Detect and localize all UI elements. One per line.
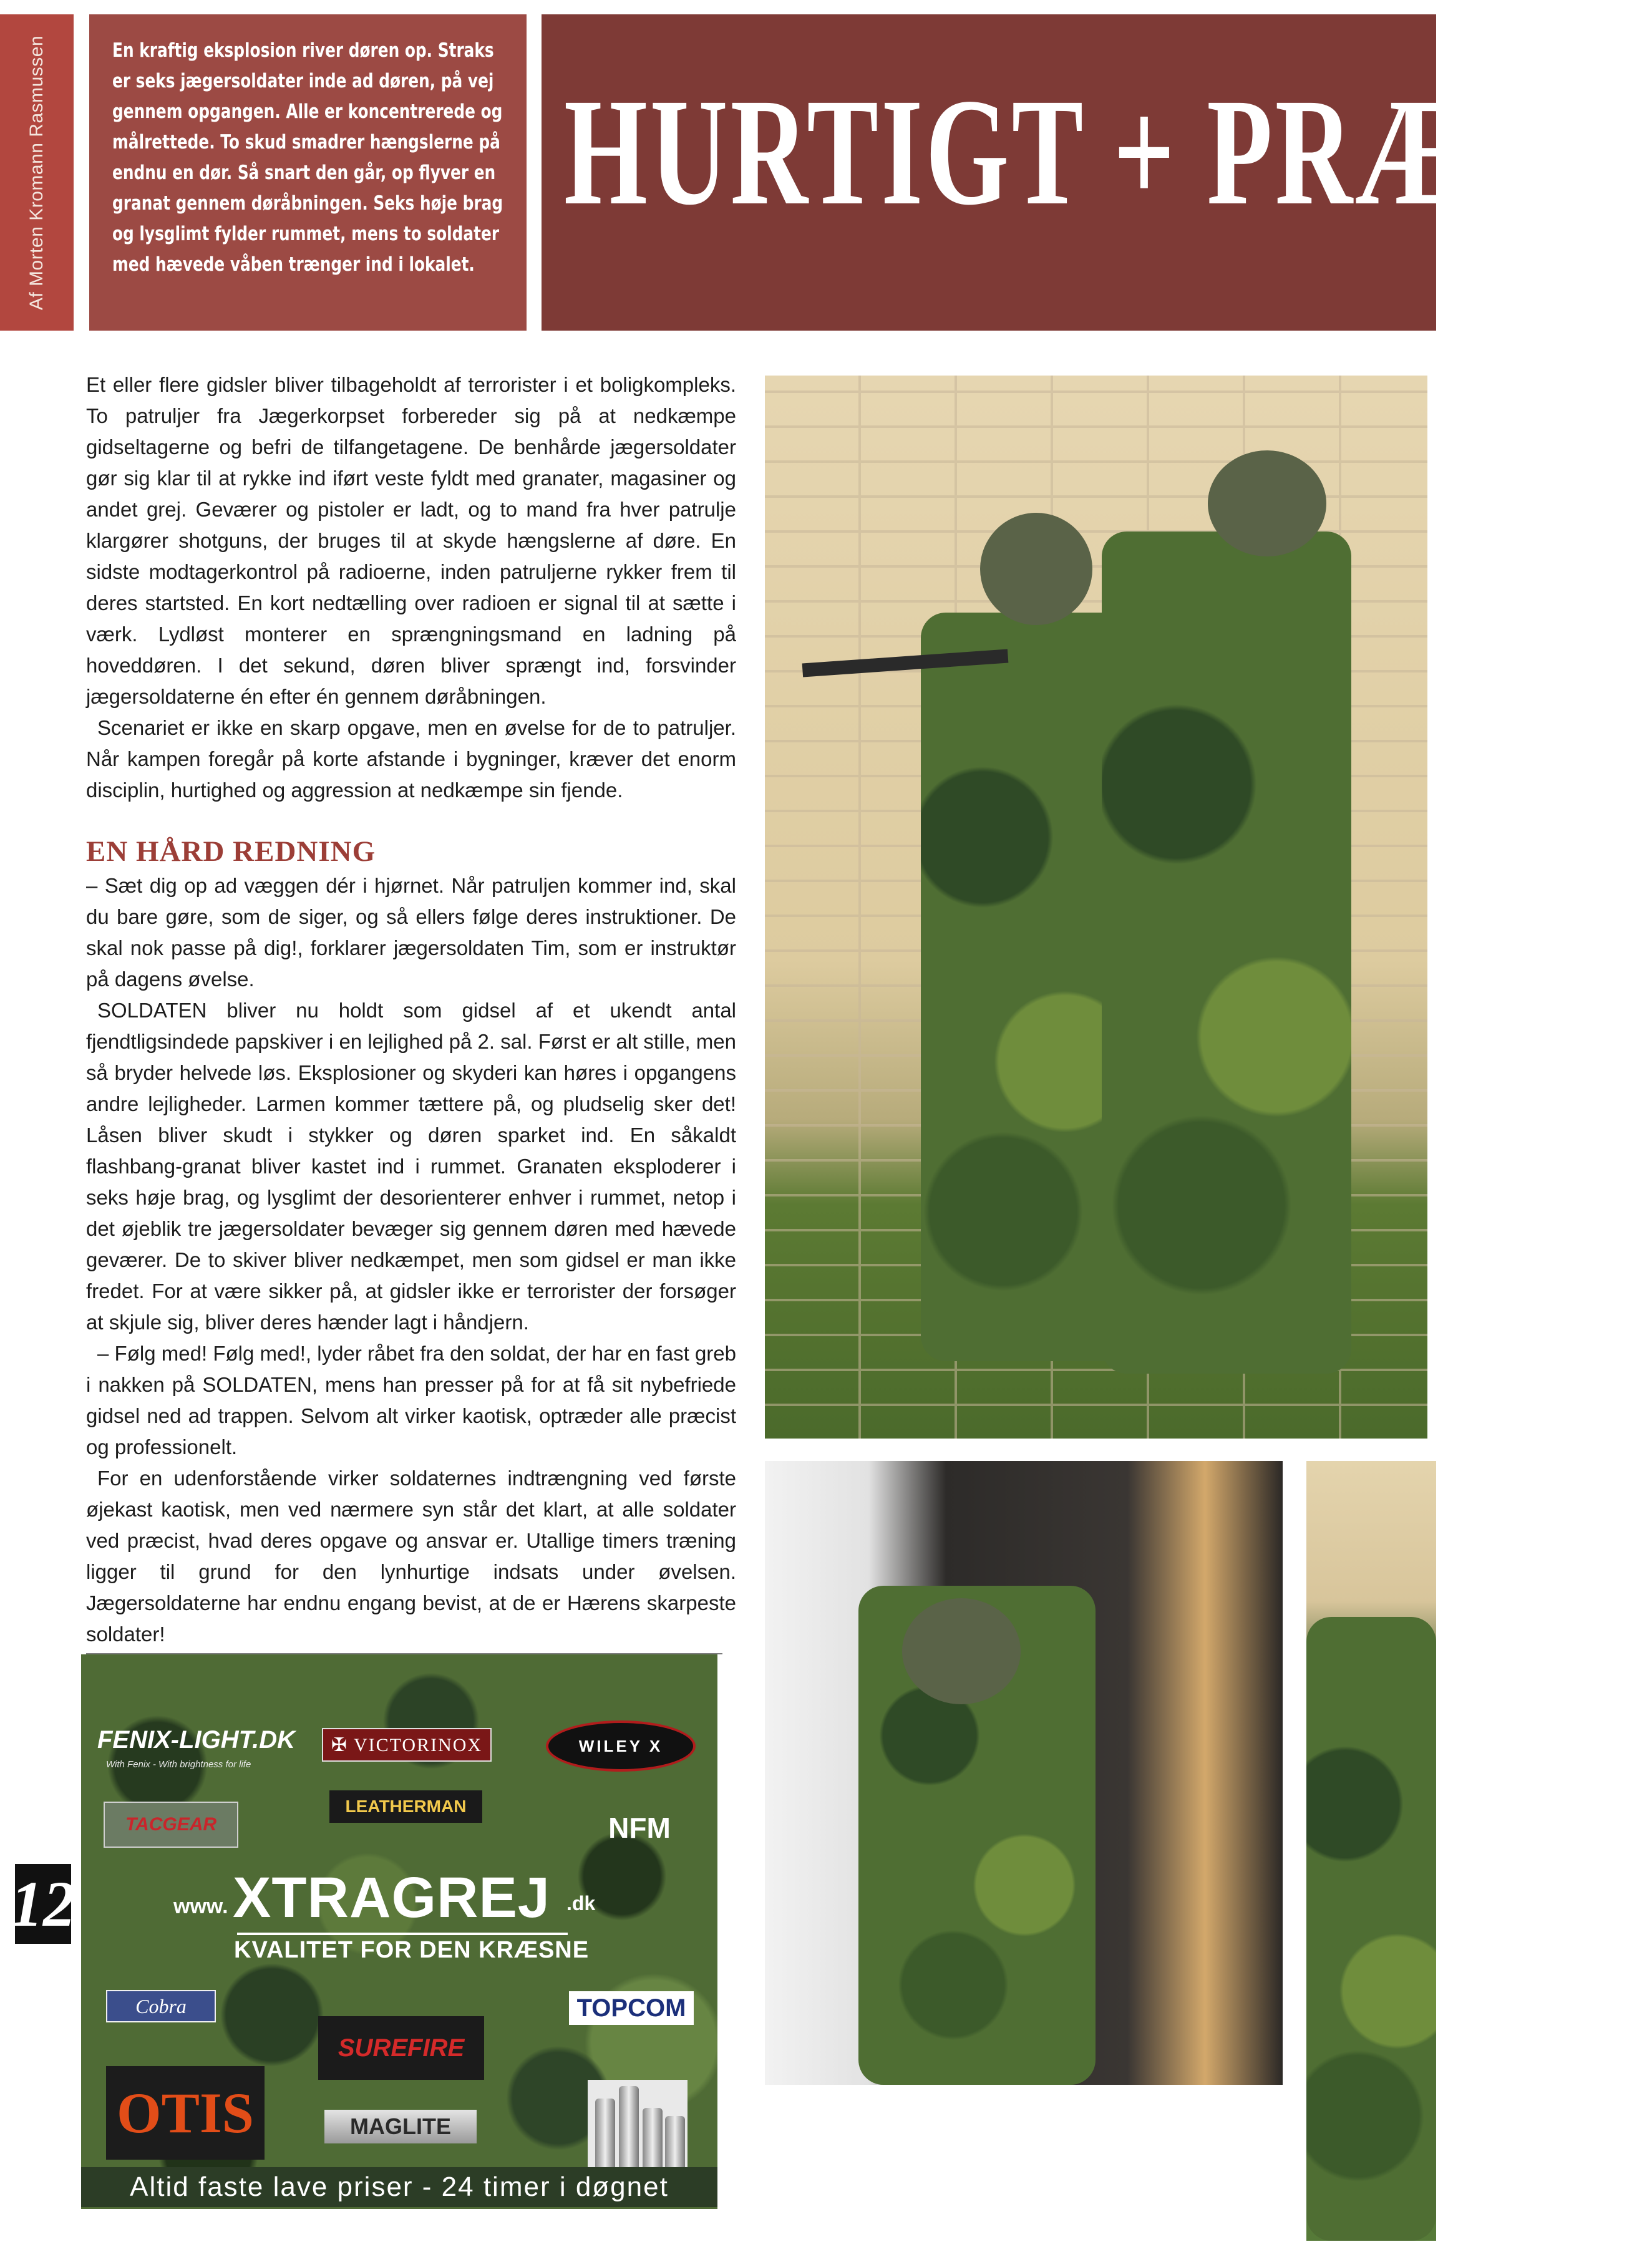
flask-shape (643, 2108, 663, 2173)
victorinox-logo: ✠ VICTORINOX (322, 1728, 492, 1762)
paragraph: Scenariet er ikke en skarp opgave, men en øvelse for de to patruljer. Når kampen foregår på korte afstande i bygninger, kræver det enorm disciplin, hurtighed og aggression at nedkæmpe sin fjende. (86, 716, 736, 802)
soldier-figure (1306, 1617, 1436, 2241)
ad-slogan: KVALITET FOR DEN KRÆSNE (234, 1937, 590, 1963)
photo-soldier-cropped (1306, 1461, 1436, 2241)
helmet (1208, 450, 1326, 556)
helmet (902, 1598, 1021, 1704)
paragraph: – Sæt dig op ad væggen dér i hjørnet. Når patruljen kommer ind, skal du bare gøre, som de siger, og så ellers følge deres instruktioner. De skal nok passe på dig!, forklarer jægersoldaten Tim, som er instruktør på dagens øvelse. (86, 874, 736, 991)
helmet (980, 513, 1092, 625)
subheading: EN HÅRD REDNING (86, 835, 376, 868)
article-body-part2 (86, 870, 736, 1650)
byline-box (0, 14, 74, 331)
byline: Af Morten Kromann Rasmussen (26, 35, 47, 310)
photo-soldier-at-door (765, 1461, 1283, 2085)
photo-soldiers-at-wall (765, 376, 1427, 1439)
maglite-logo: MAGLITE (324, 2110, 477, 2143)
otis-logo: OTIS (106, 2066, 265, 2160)
logo-underline (237, 1933, 568, 1935)
article-title: HURTIGT + PRÆCIS (564, 67, 1652, 237)
paragraph: – Følg med! Følg med!, lyder råbet fra den soldat, der har en fast greb i nakken på SOLDATEN, mens han presser på for at få sit nybefriede gidsel ned ad trappen. Selvom alt virker kaotisk, optræder alle præcist og professionelt. (86, 1342, 736, 1458)
page-number: 12 (15, 1864, 71, 1944)
cobra-logo: Cobra (106, 1990, 216, 2022)
intro-box (89, 14, 527, 331)
intro-text: En kraftig eksplosion river døren op. Straks er seks jægersoldater inde ad døren, på vej gennem opgangen. Alle er koncentrerede og målrettede. To skud smadrer hængslerne på endnu en dør. Så snart den går, op flyver en granat gennem døråbningen. Seks høje brag og lysglimt fylder rummet, mens to soldater med hævede våben trænger ind i lokalet. (112, 39, 503, 276)
tacgear-logo: TACGEAR (104, 1802, 238, 1848)
ad-url-suffix: .dk (566, 1892, 596, 1915)
fenix-logo: FENIX-LIGHT.DK (97, 1726, 296, 1754)
fenix-tagline: With Fenix - With brightness for life (106, 1759, 251, 1770)
soldier-figure (1102, 531, 1351, 1374)
paragraph: For en udenforstående virker soldaternes indtrængning ved første øjekast kaotisk, men ved nærmere syn står det klart, at alle soldater ved præcist, hvad deres opgave og ansvar er. Utallige timers træning ligger til grund for den lynhurtige indsats under øvelsen. Jægersoldaterne har endnu engang bevist, at de er Hærens skarpeste soldater! (86, 1467, 736, 1646)
xtragrej-advertisement (81, 1654, 717, 2209)
paragraph: Et eller flere gidsler bliver tilbageholdt af terrorister i et boligkompleks. To patruljer fra Jægerkorpset forbereder sig på at nedkæmpe gidseltagerne og befri de tilfangetagene. De benhårde jægersoldater gør sig klar til at rykke ind iført veste fyldt med granater, magasiner og andet grej. Geværer og pistoler er ladt, og to mand fra hver patrulje klargører shotguns, der bruges til at skyde hængslerne af døre. En sidste modtagerkontrol på radioerne, inden patruljerne rykker frem til deres startsted. En kort nedtælling over radioen er signal til at sætte i værk. Lydløst monterer en sprængningsmand en ladning på hoveddøren. I det sekund, døren bliver sprængt ind, forsvinder jægersoldaterne én efter én gennem døråbningen. (86, 373, 736, 708)
paragraph: SOLDATEN bliver nu holdt som gidsel af et ukendt antal fjendtligsindede papskiver i en lejlighed på 2. sal. Først er alt stille, men så bryder helvede løs. Eksplosioner og skyderi kan høres i opgangens andre lejligheder. Larmen kommer tættere på, og pludselig sker det! Låsen bliver skudt i stykker og døren sparket ind. En såkaldt flashbang-granat bliver kastet ind i rummet. Granaten eksploderer i seks høje brag, og lysglimt der desorienterer enhver i rummet, netop i det øjeblik tre jægersoldater bevæger sig gennem døren med hævede geværer. De to skiver bliver nedkæmpet, men som gidsel er man ikke fredet. For at være sikker på, at gidsler ikke er terrorister der forsøger at skjule sig, bliver deres hænder lagt i håndjern. (86, 999, 736, 1334)
leatherman-logo: LEATHERMAN (329, 1790, 482, 1823)
soldier-figure (921, 613, 1127, 1361)
flask-shape (619, 2086, 639, 2173)
wileyx-logo: WILEY X (546, 1720, 696, 1772)
article-body-part1 (86, 369, 736, 806)
ad-footer: Altid faste lave priser - 24 timer i døgnet (81, 2167, 717, 2207)
nfm-logo: NFM (608, 1812, 671, 1844)
flask-shape (595, 2099, 615, 2173)
xtragrej-logo: XTRAGREJ (233, 1866, 550, 1929)
topcom-logo: TOPCOM (569, 1991, 694, 2025)
ad-url-prefix: www. (173, 1895, 228, 1918)
title-banner (542, 14, 1652, 331)
surefire-logo: SUREFIRE (318, 2016, 484, 2080)
thermos-flasks-image (588, 2080, 688, 2180)
flask-shape (665, 2116, 685, 2173)
